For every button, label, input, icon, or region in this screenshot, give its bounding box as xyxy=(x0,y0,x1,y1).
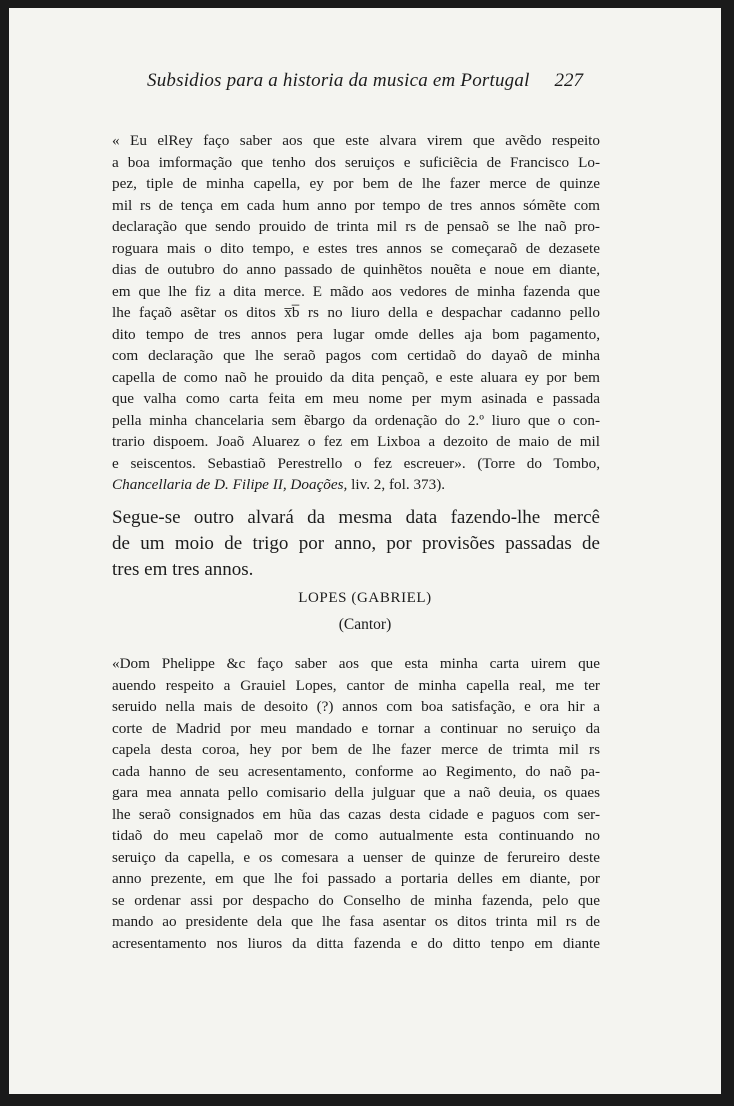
text-line: capella de como naõ he prouido da dita pençaõ, e este aluara ey por bem xyxy=(112,368,600,386)
commentary-paragraph xyxy=(112,505,600,583)
text-line: dias de outubro do anno passado de quinhẽtos nouẽta e noue em diante, xyxy=(112,261,600,278)
carta-gabriel-lopes xyxy=(112,653,600,954)
section-heading-name: LOPES (GABRIEL) xyxy=(298,590,432,606)
text-line: dito tempo de tres annos pera lugar omde delles aja bom pagamento, xyxy=(112,325,600,343)
text-line: acresentamento nos liuros da ditta fazenda e do ditto tenpo em diante xyxy=(112,934,600,952)
text-line: lhe façaõ asẽtar os ditos x̅b̅ rs no liuro della e despachar cadanno pello xyxy=(112,304,600,321)
text-line: pella minha chancelaria sem ẽbargo da ordenação do 2.º liuro que o con- xyxy=(112,411,600,429)
text-line: seruiço da capella, e os comesara a uenser de quinze de ferureiro deste xyxy=(112,848,600,866)
citation-reference: liv. 2, fol. 373). xyxy=(347,476,446,493)
text-line: pez, tiple de minha capella, ey por bem de lhe fazer merce de quinze xyxy=(112,175,600,192)
text-line: a boa imformação que tenho dos seruiços e suficiẽcia de Francisco Lo- xyxy=(112,153,600,171)
running-title: Subsidios para a historia da musica em Portugal xyxy=(147,70,530,91)
text-line: mil rs de tença em cada hum anno por tempo de tres annos sómẽte com xyxy=(112,196,600,214)
text-line: «Dom Phelippe &c faço saber aos que esta minha carta uirem que xyxy=(112,655,600,672)
text-line: que valha como carta feita em meu nome per mym asinada e passada xyxy=(112,390,600,407)
text-line: tres em tres annos. xyxy=(112,559,254,580)
text-line: tidaõ do meu capelaõ mor de como autualmente esta continuando no xyxy=(112,827,600,844)
text-line: cada hanno de seu acresentamento, conforme ao Regimento, do naõ pa- xyxy=(112,762,600,780)
alvara-francisco-lopez xyxy=(112,130,600,496)
section-heading-role: (Cantor) xyxy=(338,616,392,633)
text-line: capela desta coroa, hey por bem de lhe fazer merce de trimta mil rs xyxy=(112,741,600,758)
text-line: « Eu elRey faço saber aos que este alvara virem que avẽdo respeito xyxy=(112,132,600,149)
text-line: seruido nella mais de desoito (?) annos com boa satisfação, e ora hir a xyxy=(112,698,600,715)
text-line: corte de Madrid por meu mandado e tornar a continuar no seruiço da xyxy=(112,719,600,737)
text-line: declaração que sendo prouido de trinta mil rs de pensaõ se lhe naõ pro- xyxy=(112,218,600,235)
text-line: roguara mais o dito tempo, e estes tres annos se começaraõ de dezasete xyxy=(112,239,600,257)
page-header xyxy=(9,70,721,100)
book-page xyxy=(9,8,721,1094)
page-number: 227 xyxy=(554,70,583,91)
text-line: de um moio de trigo por anno, por provisões passadas de xyxy=(112,533,600,554)
text-line: anno prezente, em que lhe foi passado a portaria delles em diante, por xyxy=(112,870,600,887)
text-line: mando ao presidente dela que lhe fasa asentar os ditos trinta mil rs de xyxy=(112,913,600,930)
text-line: gara mea annata pello comisario della julguar que a naõ deuia, os quaes xyxy=(112,784,600,801)
text-line: e seiscentos. Sebastiaõ Perestrello o fez escreuer». (Torre do Tombo, xyxy=(112,454,600,472)
text-line: auendo respeito a Grauiel Lopes, cantor de minha capella real, me ter xyxy=(112,676,600,694)
text-line: com declaração que lhe seraõ pagos com certidaõ do dayaõ de minha xyxy=(112,347,600,364)
text-line: lhe seraõ consignados em hũa das cazas desta cidade e paguos com ser- xyxy=(112,805,600,823)
text-line: em que lhe fiz a dita merce. E mãdo aos vedores de minha fazenda que xyxy=(112,282,600,300)
text-line: se ordenar assi por despacho do Conselho de minha fazenda, pelo que xyxy=(112,891,600,909)
text-line: trario dispoem. Joaõ Aluarez o fez em Lixboa a dezoito de maio de mil xyxy=(112,433,600,450)
citation-source: Chancellaria de D. Filipe II, Doações, xyxy=(112,476,348,493)
text-line: Segue-se outro alvará da mesma data fazendo-lhe mercê xyxy=(112,507,600,528)
citation-line xyxy=(112,474,600,496)
